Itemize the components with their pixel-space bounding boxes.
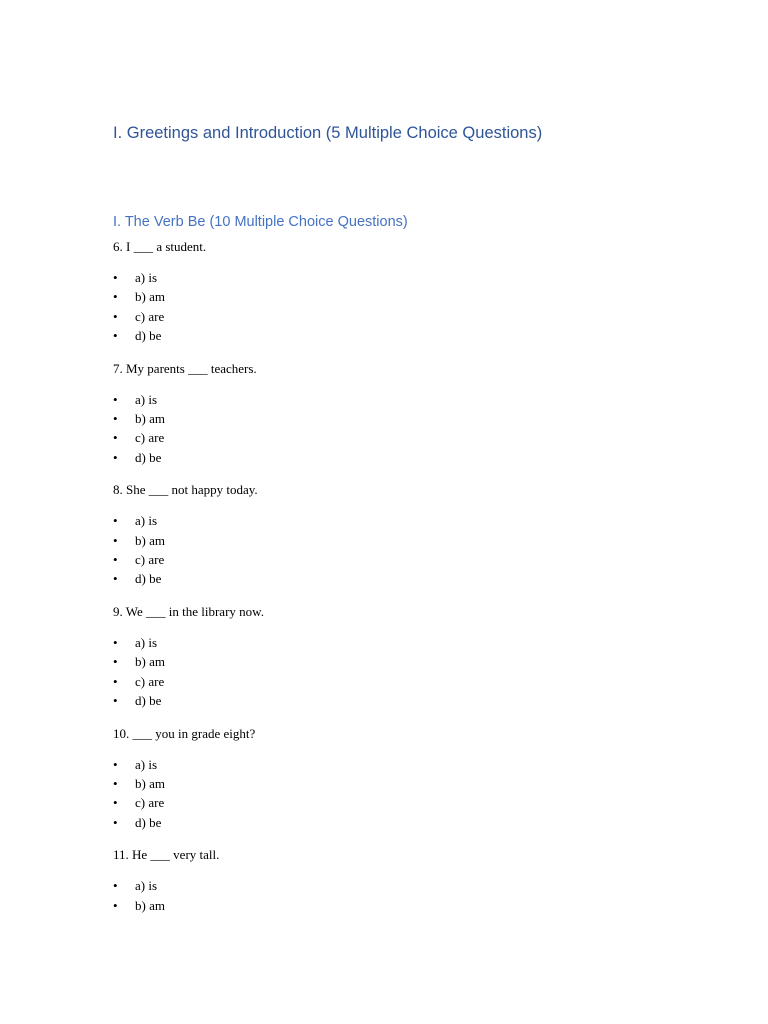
bullet-icon: •: [113, 673, 118, 689]
bullet-icon: •: [113, 635, 118, 651]
bullet-icon: •: [113, 532, 118, 548]
option-text: d) be: [135, 327, 162, 343]
question-text: 10. ___ you in grade eight?: [113, 725, 256, 741]
option-item: [113, 428, 264, 447]
question-text: 7. My parents ___ teachers.: [113, 360, 257, 376]
option-item: [113, 531, 264, 550]
bullet-icon: •: [113, 270, 118, 285]
option-text: d) be: [135, 449, 162, 465]
option-text: b) am: [135, 897, 165, 913]
option-item: [113, 793, 264, 812]
bullet-icon: •: [113, 897, 118, 913]
option-list: [113, 876, 264, 915]
bullet-icon: •: [113, 878, 118, 894]
option-item: [113, 448, 264, 467]
option-text: c) are: [135, 673, 165, 689]
bullet-icon: •: [113, 814, 118, 830]
option-text: a) is: [135, 391, 158, 407]
bullet-icon: •: [113, 327, 118, 343]
bullet-icon: •: [113, 449, 118, 465]
bullet-icon: •: [113, 410, 118, 426]
bullet-icon: •: [113, 430, 118, 446]
option-item: [113, 569, 264, 588]
question-text: 6. I ___ a student.: [113, 239, 207, 254]
option-item: [113, 287, 264, 306]
option-item: [113, 876, 264, 895]
option-list: [113, 755, 264, 832]
option-text: a) is: [135, 635, 158, 651]
question-11: [113, 844, 264, 966]
option-item: [113, 307, 264, 326]
option-item: [113, 390, 264, 409]
option-list: [113, 633, 264, 710]
section-heading-greetings: I. Greetings and Introduction (5 Multiple Choice Questions): [113, 124, 543, 142]
option-item: [113, 672, 264, 691]
option-item: [113, 511, 264, 530]
option-item: [113, 755, 264, 774]
option-text: c) are: [135, 795, 165, 811]
option-text: b) am: [135, 410, 165, 426]
option-text: c) are: [135, 551, 165, 567]
option-text: b) am: [135, 654, 165, 670]
bullet-icon: •: [113, 756, 118, 772]
bullet-icon: •: [113, 551, 118, 567]
section-heading-verb-be: I. The Verb Be (10 Multiple Choice Questions): [113, 214, 408, 230]
option-item: [113, 409, 264, 428]
question-10: [113, 723, 264, 845]
option-text: c) are: [135, 430, 165, 446]
bullet-icon: •: [113, 308, 118, 324]
option-item: [113, 326, 264, 345]
option-text: d) be: [135, 692, 162, 708]
option-item: [113, 652, 264, 671]
bullet-icon: •: [113, 692, 118, 708]
option-text: d) be: [135, 571, 162, 587]
option-text: a) is: [135, 270, 158, 285]
question-8: [113, 479, 264, 601]
bullet-icon: •: [113, 776, 118, 792]
bullet-icon: •: [113, 571, 118, 587]
question-6: [113, 236, 264, 358]
option-text: c) are: [135, 308, 165, 324]
option-item: [113, 774, 264, 793]
option-text: a) is: [135, 513, 158, 529]
question-text: 11. He ___ very tall.: [113, 847, 220, 863]
option-text: a) is: [135, 878, 158, 894]
question-7: [113, 358, 264, 480]
option-list: [113, 390, 264, 467]
bullet-icon: •: [113, 795, 118, 811]
bullet-icon: •: [113, 513, 118, 529]
option-text: b) am: [135, 289, 165, 305]
option-text: d) be: [135, 814, 162, 830]
option-item: [113, 691, 264, 710]
option-item: [113, 550, 264, 569]
bullet-icon: •: [113, 289, 118, 305]
bullet-icon: •: [113, 654, 118, 670]
option-text: b) am: [135, 776, 165, 792]
option-text: a) is: [135, 756, 158, 772]
option-item: [113, 896, 264, 915]
option-item: [113, 633, 264, 652]
question-text: 8. She ___ not happy today.: [113, 482, 258, 498]
question-9: [113, 601, 264, 723]
option-list: [113, 268, 264, 345]
option-item: [113, 813, 264, 832]
option-text: b) am: [135, 532, 165, 548]
option-item: [113, 268, 264, 287]
question-text: 9. We ___ in the library now.: [113, 604, 264, 620]
option-list: [113, 511, 264, 588]
bullet-icon: •: [113, 391, 118, 407]
question-list: [113, 236, 264, 966]
